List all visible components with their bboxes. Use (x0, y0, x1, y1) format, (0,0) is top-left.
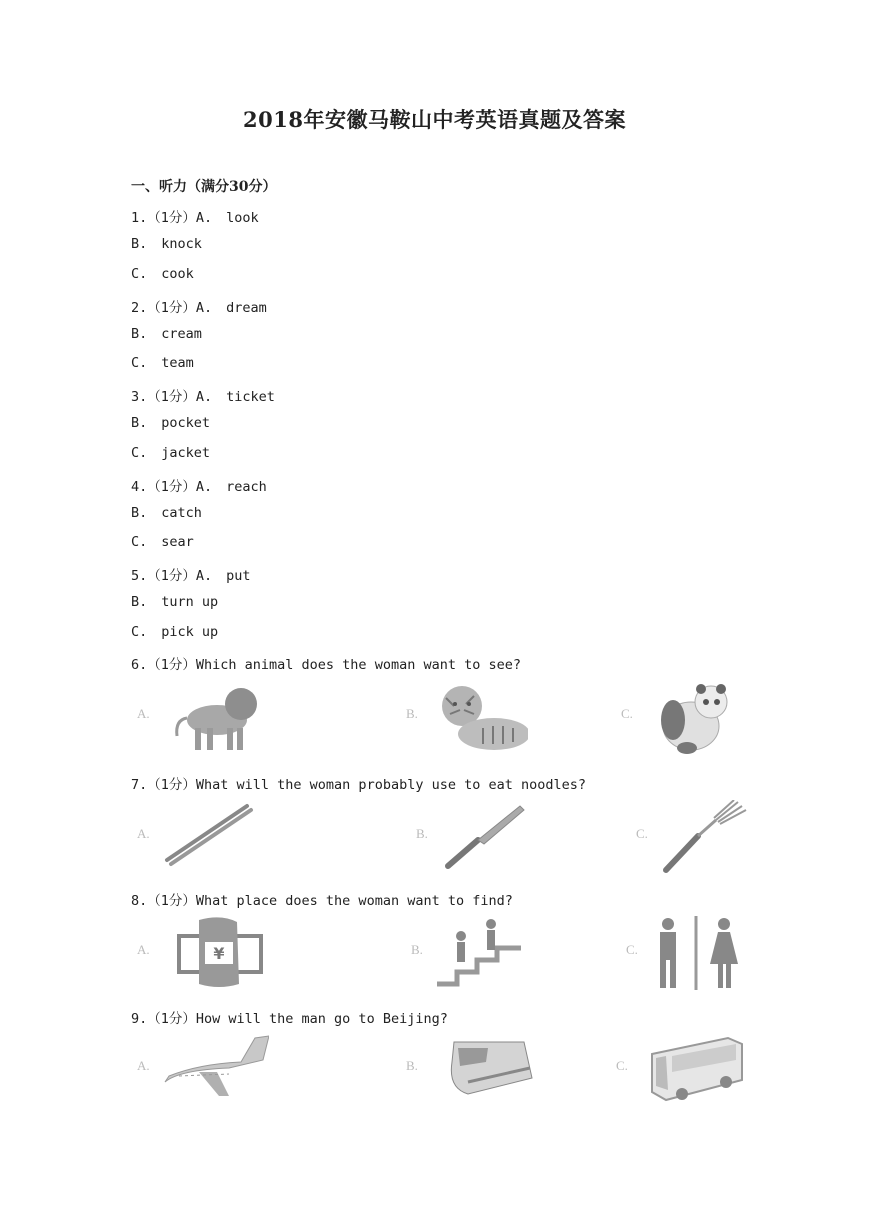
option-text: knock (161, 236, 202, 252)
question-number: 2.（1分） (131, 300, 196, 316)
question-3-option-c (131, 445, 210, 461)
option-text: pocket (161, 415, 211, 431)
option-text: turn up (161, 594, 219, 610)
question-3-option-a (131, 385, 275, 405)
option-letter: B. (406, 706, 418, 721)
question-1-option-c (131, 266, 194, 282)
option-letter: B. (411, 942, 423, 957)
picture-option-c (636, 800, 796, 880)
question-2-option-c (131, 355, 194, 371)
picture-option-a (137, 680, 297, 760)
option-letter: A. (137, 826, 150, 841)
question-4-option-b (131, 505, 202, 521)
option-text: put (226, 568, 251, 584)
picture-option-a (137, 1032, 297, 1112)
option-text: cook (161, 266, 194, 282)
question-6-pictures (131, 680, 751, 760)
page-title: 2018年安徽马鞍山中考英语真题及答案 (243, 107, 626, 132)
stairs-icon (433, 916, 533, 991)
train-icon (428, 1032, 538, 1107)
picture-option-b (411, 916, 571, 996)
svg-text:¥: ¥ (213, 944, 225, 963)
option-text: reach (226, 479, 267, 495)
option-letter: C. (131, 266, 148, 282)
tiger-icon (428, 680, 528, 755)
option-text: ticket (226, 389, 275, 405)
option-letter: A. (195, 210, 213, 226)
picture-option-c (626, 916, 786, 996)
question-2-option-a (131, 296, 267, 316)
question-3-option-b (131, 415, 210, 431)
option-letter: A. (137, 1058, 150, 1073)
option-letter: C. (131, 445, 148, 461)
option-letter: A. (137, 706, 150, 721)
lion-icon (159, 680, 259, 755)
option-letter: C. (131, 534, 148, 550)
picture-option-b (406, 680, 566, 760)
option-text: pick up (161, 624, 219, 640)
option-text: team (161, 355, 194, 371)
option-letter: A. (195, 479, 213, 495)
question-number: 4.（1分） (131, 479, 196, 495)
option-letter: C. (636, 826, 648, 841)
picture-option-a (137, 916, 297, 996)
question-7-text: 7.（1分）What will the woman probably use to eat noodles? (131, 777, 587, 793)
option-text: catch (161, 505, 202, 521)
option-letter: B. (131, 236, 148, 252)
option-letter: B. (131, 326, 148, 342)
option-letter: C. (626, 942, 638, 957)
option-letter: B. (131, 594, 148, 610)
question-number: 3.（1分） (131, 389, 196, 405)
question-1-option-b (131, 236, 202, 252)
question-4-option-a (131, 475, 267, 495)
question-6-text: 6.（1分）Which animal does the woman want to see? (131, 657, 521, 673)
option-letter: C. (621, 706, 633, 721)
picture-option-c (621, 680, 781, 760)
question-9-text: 9.（1分）How will the man go to Beijing? (131, 1011, 448, 1027)
toilet-icon (648, 916, 748, 991)
option-letter: C. (131, 624, 148, 640)
question-8-text: 8.（1分）What place does the woman want to find? (131, 893, 513, 909)
question-number: 5.（1分） (131, 568, 196, 584)
option-letter: A. (137, 942, 150, 957)
question-2-option-b (131, 326, 202, 342)
question-5-option-a (131, 564, 251, 584)
option-letter: B. (406, 1058, 418, 1073)
option-letter: A. (195, 300, 213, 316)
question-8-pictures (131, 916, 751, 996)
option-text: look (226, 210, 259, 226)
bus-icon (638, 1032, 748, 1107)
option-text: dream (226, 300, 267, 316)
question-7-pictures (131, 800, 751, 880)
picture-option-c (616, 1032, 776, 1112)
option-letter: B. (416, 826, 428, 841)
fork-icon (658, 800, 758, 875)
panda-icon (643, 680, 743, 755)
option-text: sear (161, 534, 194, 550)
plane-icon (159, 1032, 269, 1107)
knife-icon (438, 800, 538, 875)
picture-option-b (406, 1032, 566, 1112)
option-letter: B. (131, 505, 148, 521)
section-heading: 一、听力（满分30分） (131, 179, 277, 195)
picture-option-a (137, 800, 297, 880)
question-5-option-c (131, 624, 218, 640)
question-number: 1.（1分） (131, 210, 196, 226)
question-9-pictures (131, 1032, 751, 1112)
option-text: cream (161, 326, 202, 342)
question-4-option-c (131, 534, 194, 550)
option-letter: A. (195, 389, 213, 405)
option-letter: C. (131, 355, 148, 371)
bank-icon (159, 916, 269, 991)
option-text: jacket (161, 445, 211, 461)
question-1-option-a (131, 206, 259, 226)
picture-option-b (416, 800, 576, 880)
chopsticks-icon (159, 800, 259, 875)
question-5-option-b (131, 594, 218, 610)
option-letter: B. (131, 415, 148, 431)
option-letter: C. (616, 1058, 628, 1073)
option-letter: A. (195, 568, 213, 584)
